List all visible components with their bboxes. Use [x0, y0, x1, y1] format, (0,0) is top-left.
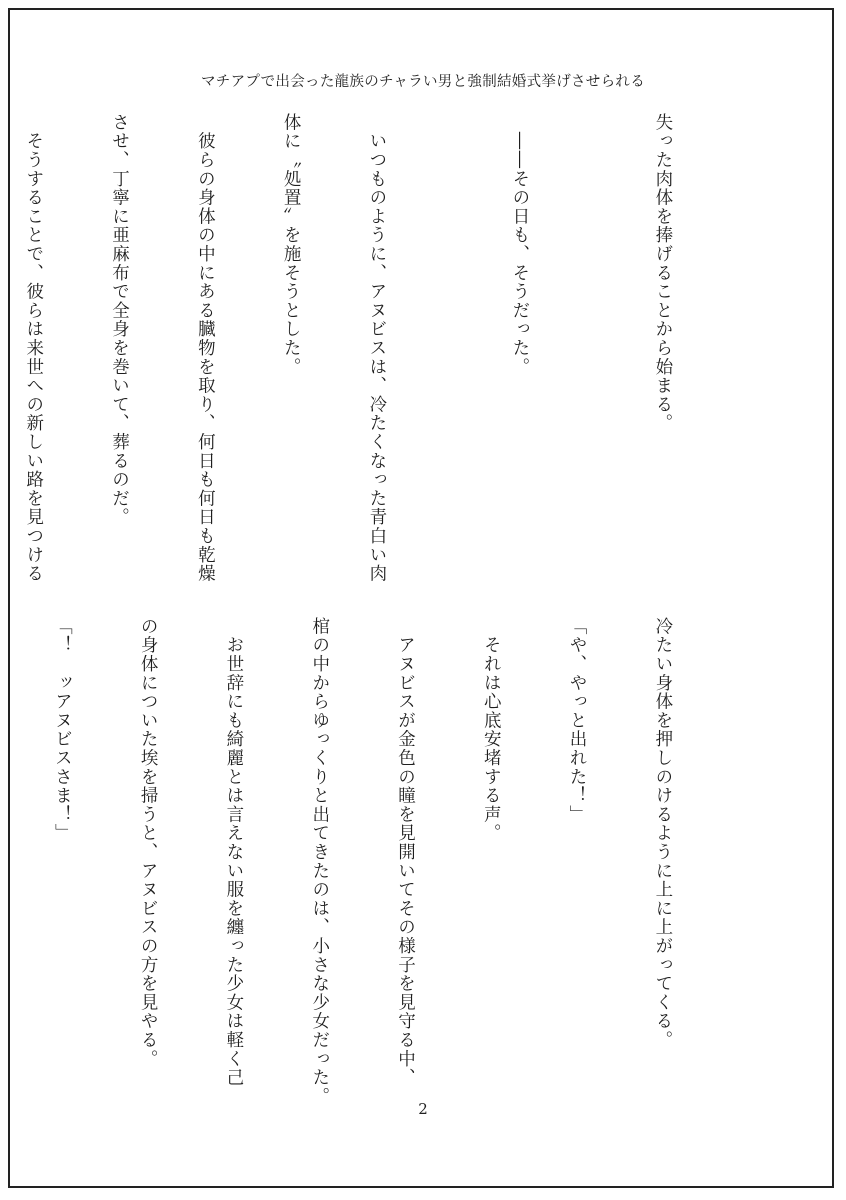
text-line: させ、丁寧に亜麻布で全身を巻いて、葬るのだ。	[109, 113, 130, 527]
text-line: 彼らの身体の中にある臓物を取り、何日も何日も乾燥	[195, 113, 216, 583]
text-line: 失った肉体を捧げることから始まる。	[652, 113, 673, 433]
text-line: お世辞にも綺麗とは言えない服を纏った少女は軽く己	[223, 617, 244, 1087]
page-number: 2	[418, 1100, 428, 1118]
running-header: マチアプで出会った龍族のチャラい男と強制結婚式挙げさせられる	[201, 74, 645, 90]
text-line: 「や、やっと出れた！」	[567, 617, 588, 824]
text-line: そうすることで、彼らは来世への新しい路を見つける	[23, 113, 44, 583]
text-line: の身体についた埃を掃うと、アヌビスの方を見やる。	[138, 617, 159, 1069]
text-line: いつものように、アヌビスは、冷たくなった青白い肉	[366, 113, 387, 583]
text-line: それは心底安堵する声。	[481, 617, 502, 843]
text-line: ――その日も、そうだった。	[509, 113, 530, 377]
text-line: 棺の中からゆっくりと出てきたのは、小さな少女だった。	[309, 617, 330, 1106]
text-block-lower	[0, 617, 734, 1106]
text-line: 冷たい身体を押しのけるように上に上がってくる。	[652, 617, 673, 1050]
text-line: アヌビスが金色の瞳を見開いてその様子を見守る中、	[395, 617, 416, 1087]
text-line: 「！ ッアヌビスさま！」	[52, 617, 73, 843]
text-line: 体に〝処置〟を施そうとした。	[281, 113, 302, 377]
text-block-upper	[0, 113, 734, 598]
